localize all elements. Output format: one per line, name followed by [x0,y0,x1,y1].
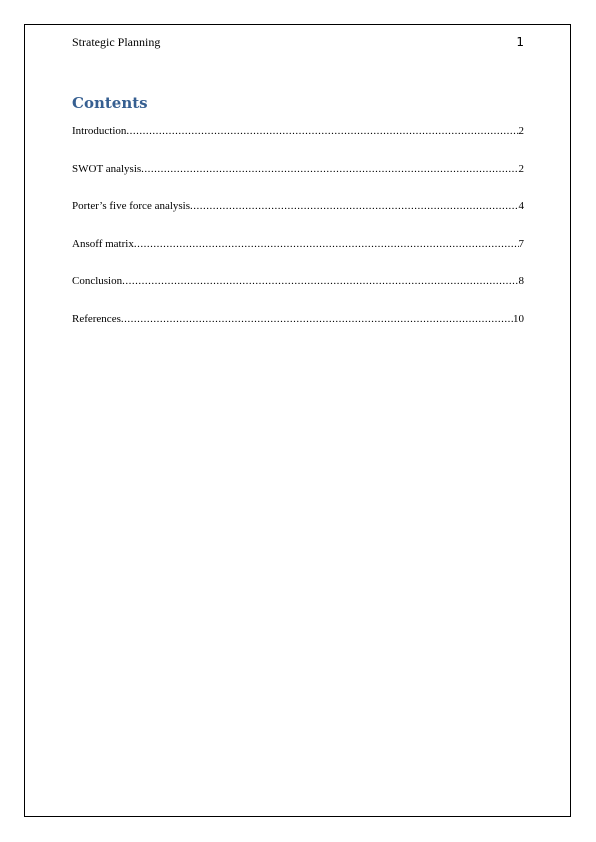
toc-entry-page: 10 [513,312,524,325]
page-header [72,35,524,51]
toc-dot-leader [121,312,513,327]
toc-entry-label: Porter’s five force analysis [72,200,191,212]
header-title: Strategic Planning [72,35,161,49]
toc-entry-label: Ansoff matrix [72,237,134,250]
toc-entry-label: SWOT analysis [72,162,142,175]
toc-entry-conclusion[interactable] [72,274,524,289]
toc-entry-introduction[interactable] [72,124,524,139]
header-page-number: 1 [516,35,524,49]
toc-entry-label: Introduction [72,125,127,137]
toc-entry-label: References [72,312,121,325]
toc-entry-ansoff-matrix[interactable] [72,237,524,252]
toc-dot-leader [134,237,519,252]
toc-entry-swot-analysis[interactable] [72,162,524,177]
contents-heading: Contents [72,94,148,112]
toc-entry-page: 4 [518,200,524,212]
toc-dot-leader [126,124,518,139]
toc-dot-leader [190,199,518,214]
table-of-contents [72,124,524,349]
toc-entry-references[interactable] [72,312,524,327]
toc-entry-page: 8 [518,275,524,287]
toc-entry-porters-five-force[interactable] [72,199,524,214]
toc-entry-label: Conclusion [72,275,123,287]
toc-dot-leader [141,162,518,177]
toc-entry-page: 7 [518,237,524,250]
toc-entry-page: 2 [518,162,524,175]
toc-dot-leader [122,274,518,289]
toc-entry-page: 2 [518,125,524,137]
